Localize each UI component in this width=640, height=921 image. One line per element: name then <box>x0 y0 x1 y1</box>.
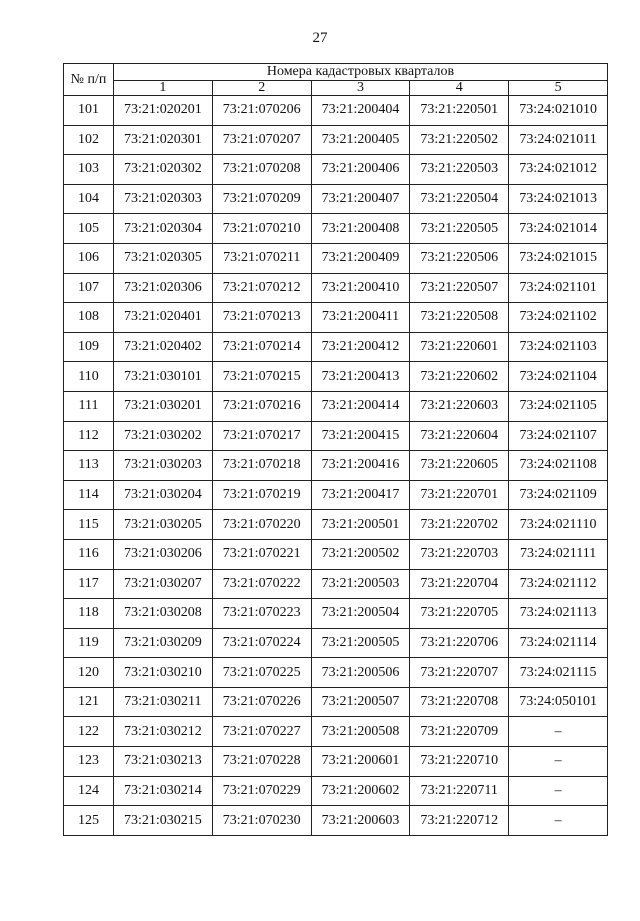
cadastral-number-cell: 73:21:200506 <box>311 658 410 688</box>
cadastral-number-cell: 73:21:020201 <box>114 96 213 126</box>
cadastral-number-cell: 73:24:021105 <box>509 391 608 421</box>
cadastral-number-cell: 73:21:200408 <box>311 214 410 244</box>
cadastral-number-cell: 73:21:220711 <box>410 776 509 806</box>
table-row <box>64 273 608 303</box>
cadastral-number-cell: 73:21:200417 <box>311 480 410 510</box>
cadastral-number-cell: 73:24:021115 <box>509 658 608 688</box>
cadastral-number-cell: 73:21:200602 <box>311 776 410 806</box>
cadastral-number-cell: 73:21:220502 <box>410 125 509 155</box>
cadastral-number-cell: 73:24:021104 <box>509 362 608 392</box>
row-number-cell: 110 <box>64 362 114 392</box>
cadastral-number-cell: 73:21:220707 <box>410 658 509 688</box>
cadastral-number-cell: 73:24:021107 <box>509 421 608 451</box>
cadastral-number-cell: 73:21:220503 <box>410 155 509 185</box>
table-row <box>64 155 608 185</box>
cadastral-number-cell: 73:21:220501 <box>410 96 509 126</box>
table-row <box>64 717 608 747</box>
cadastral-number-cell: 73:24:021110 <box>509 510 608 540</box>
cadastral-number-cell: 73:21:070224 <box>212 628 311 658</box>
header-row-group <box>64 64 608 81</box>
header-row-column-numbers <box>64 81 608 96</box>
cadastral-number-cell: 73:24:021113 <box>509 599 608 629</box>
cadastral-number-cell: 73:21:030101 <box>114 362 213 392</box>
table-row <box>64 184 608 214</box>
cadastral-number-cell: 73:21:220706 <box>410 628 509 658</box>
cadastral-quarters-table <box>63 63 608 836</box>
row-number-cell: 124 <box>64 776 114 806</box>
cadastral-number-cell: 73:21:030211 <box>114 687 213 717</box>
cadastral-number-cell: 73:21:070228 <box>212 747 311 777</box>
cadastral-number-cell: 73:21:020303 <box>114 184 213 214</box>
table-header <box>64 64 608 96</box>
cadastral-number-cell: 73:21:020304 <box>114 214 213 244</box>
table-row <box>64 451 608 481</box>
row-number-cell: 115 <box>64 510 114 540</box>
table-row <box>64 599 608 629</box>
cadastral-number-cell: 73:21:200415 <box>311 421 410 451</box>
cadastral-number-cell: 73:21:200601 <box>311 747 410 777</box>
cadastral-number-cell: 73:24:021010 <box>509 96 608 126</box>
cadastral-number-cell: 73:21:220603 <box>410 391 509 421</box>
cadastral-number-cell: 73:21:070214 <box>212 332 311 362</box>
cadastral-number-cell: 73:21:030203 <box>114 451 213 481</box>
cadastral-number-cell: 73:21:070222 <box>212 569 311 599</box>
row-number-cell: 101 <box>64 96 114 126</box>
cadastral-number-cell: 73:21:020302 <box>114 155 213 185</box>
table-row <box>64 747 608 777</box>
cadastral-number-cell: 73:24:021015 <box>509 243 608 273</box>
cadastral-number-cell: 73:21:030201 <box>114 391 213 421</box>
cadastral-number-cell: 73:21:030204 <box>114 480 213 510</box>
table-row <box>64 539 608 569</box>
cadastral-number-cell: 73:21:200411 <box>311 303 410 333</box>
cadastral-number-cell: 73:21:200501 <box>311 510 410 540</box>
row-number-cell: 116 <box>64 539 114 569</box>
column-number-header: 3 <box>311 81 410 96</box>
cadastral-number-cell: 73:21:070219 <box>212 480 311 510</box>
table-row <box>64 332 608 362</box>
column-number-header: 5 <box>509 81 608 96</box>
cadastral-number-cell: 73:21:070209 <box>212 184 311 214</box>
cadastral-number-cell: 73:21:020402 <box>114 332 213 362</box>
table-row <box>64 303 608 333</box>
row-number-cell: 107 <box>64 273 114 303</box>
table-row <box>64 510 608 540</box>
cadastral-number-cell: 73:21:200505 <box>311 628 410 658</box>
table-row <box>64 96 608 126</box>
row-number-cell: 104 <box>64 184 114 214</box>
row-number-cell: 106 <box>64 243 114 273</box>
row-number-cell: 112 <box>64 421 114 451</box>
cadastral-number-cell: 73:21:030206 <box>114 539 213 569</box>
cadastral-number-cell: 73:21:070207 <box>212 125 311 155</box>
cadastral-number-cell: 73:21:020401 <box>114 303 213 333</box>
cadastral-number-cell: 73:21:070225 <box>212 658 311 688</box>
cadastral-number-cell: 73:21:070227 <box>212 717 311 747</box>
cadastral-number-cell: 73:21:070226 <box>212 687 311 717</box>
cadastral-number-cell: 73:21:030213 <box>114 747 213 777</box>
cadastral-number-cell: 73:21:070218 <box>212 451 311 481</box>
table-row <box>64 125 608 155</box>
cadastral-number-cell: 73:24:021103 <box>509 332 608 362</box>
column-number-header: 1 <box>114 81 213 96</box>
cadastral-number-cell: 73:21:070217 <box>212 421 311 451</box>
table-row <box>64 421 608 451</box>
cadastral-number-cell: – <box>509 717 608 747</box>
cadastral-number-cell: 73:24:021114 <box>509 628 608 658</box>
cadastral-number-cell: 73:21:020305 <box>114 243 213 273</box>
table-row <box>64 776 608 806</box>
cadastral-number-cell: 73:21:070216 <box>212 391 311 421</box>
cadastral-number-cell: 73:21:200413 <box>311 362 410 392</box>
row-number-cell: 121 <box>64 687 114 717</box>
cadastral-number-cell: 73:21:070213 <box>212 303 311 333</box>
cadastral-number-cell: 73:24:021011 <box>509 125 608 155</box>
cadastral-number-cell: 73:21:220709 <box>410 717 509 747</box>
cadastral-number-cell: 73:21:220703 <box>410 539 509 569</box>
table-row <box>64 806 608 836</box>
cadastral-number-cell: 73:21:200412 <box>311 332 410 362</box>
column-number-header: 4 <box>410 81 509 96</box>
cadastral-number-cell: 73:21:220710 <box>410 747 509 777</box>
cadastral-number-cell: 73:24:021111 <box>509 539 608 569</box>
cadastral-number-cell: 73:21:220508 <box>410 303 509 333</box>
cadastral-number-cell: 73:24:021101 <box>509 273 608 303</box>
cadastral-number-cell: 73:21:200405 <box>311 125 410 155</box>
cadastral-number-cell: 73:21:220708 <box>410 687 509 717</box>
cadastral-number-cell: 73:21:030215 <box>114 806 213 836</box>
cadastral-number-cell: 73:21:220705 <box>410 599 509 629</box>
table-row <box>64 362 608 392</box>
cadastral-number-cell: 73:21:200508 <box>311 717 410 747</box>
cadastral-number-cell: 73:21:220701 <box>410 480 509 510</box>
table-row <box>64 628 608 658</box>
cadastral-number-cell: 73:21:020306 <box>114 273 213 303</box>
row-number-cell: 125 <box>64 806 114 836</box>
row-number-cell: 108 <box>64 303 114 333</box>
row-number-cell: 119 <box>64 628 114 658</box>
row-number-cell: 122 <box>64 717 114 747</box>
cadastral-number-cell: 73:21:030208 <box>114 599 213 629</box>
cadastral-number-cell: 73:21:030210 <box>114 658 213 688</box>
table-row <box>64 658 608 688</box>
cadastral-number-cell: 73:21:220704 <box>410 569 509 599</box>
cadastral-number-cell: – <box>509 747 608 777</box>
cadastral-number-cell: 73:21:220506 <box>410 243 509 273</box>
cadastral-number-cell: 73:21:070215 <box>212 362 311 392</box>
cadastral-number-cell: 73:24:050101 <box>509 687 608 717</box>
cadastral-number-cell: 73:24:021102 <box>509 303 608 333</box>
cadastral-number-cell: 73:21:200416 <box>311 451 410 481</box>
cadastral-number-cell: 73:21:070230 <box>212 806 311 836</box>
cadastral-number-cell: 73:21:220712 <box>410 806 509 836</box>
cadastral-number-cell: 73:21:030214 <box>114 776 213 806</box>
table-row <box>64 243 608 273</box>
cadastral-number-cell: – <box>509 776 608 806</box>
cadastral-number-cell: 73:24:021108 <box>509 451 608 481</box>
row-number-cell: 117 <box>64 569 114 599</box>
cadastral-number-cell: 73:21:030202 <box>114 421 213 451</box>
cadastral-number-cell: 73:21:220507 <box>410 273 509 303</box>
table-row <box>64 569 608 599</box>
row-number-cell: 105 <box>64 214 114 244</box>
row-number-cell: 120 <box>64 658 114 688</box>
table-row <box>64 391 608 421</box>
cadastral-number-cell: 73:21:070212 <box>212 273 311 303</box>
cadastral-number-cell: 73:21:030207 <box>114 569 213 599</box>
cadastral-number-cell: 73:21:200504 <box>311 599 410 629</box>
row-number-cell: 123 <box>64 747 114 777</box>
cadastral-number-cell: 73:21:200407 <box>311 184 410 214</box>
cadastral-number-cell: 73:24:021112 <box>509 569 608 599</box>
row-number-cell: 111 <box>64 391 114 421</box>
cadastral-number-cell: 73:21:220605 <box>410 451 509 481</box>
row-number-cell: 113 <box>64 451 114 481</box>
cadastral-number-cell: 73:21:200502 <box>311 539 410 569</box>
cadastral-number-cell: 73:24:021012 <box>509 155 608 185</box>
row-number-header: № п/п <box>64 64 114 96</box>
cadastral-number-cell: 73:21:030209 <box>114 628 213 658</box>
cadastral-number-cell: 73:21:070229 <box>212 776 311 806</box>
cadastral-number-cell: 73:24:021014 <box>509 214 608 244</box>
cadastral-number-cell: 73:21:200409 <box>311 243 410 273</box>
row-number-cell: 118 <box>64 599 114 629</box>
cadastral-number-cell: 73:21:220604 <box>410 421 509 451</box>
cadastral-number-cell: 73:21:200410 <box>311 273 410 303</box>
cadastral-number-cell: 73:21:220505 <box>410 214 509 244</box>
column-number-header: 2 <box>212 81 311 96</box>
cadastral-number-cell: 73:21:070206 <box>212 96 311 126</box>
row-number-cell: 114 <box>64 480 114 510</box>
table-body <box>64 96 608 836</box>
row-number-cell: 109 <box>64 332 114 362</box>
cadastral-number-cell: 73:21:200406 <box>311 155 410 185</box>
cadastral-number-cell: 73:21:070208 <box>212 155 311 185</box>
cadastral-number-cell: 73:24:021109 <box>509 480 608 510</box>
cadastral-number-cell: 73:21:220504 <box>410 184 509 214</box>
cadastral-number-cell: 73:21:200603 <box>311 806 410 836</box>
cadastral-number-cell: 73:21:220601 <box>410 332 509 362</box>
row-number-cell: 103 <box>64 155 114 185</box>
cadastral-number-cell: 73:21:070221 <box>212 539 311 569</box>
cadastral-number-cell: 73:21:070220 <box>212 510 311 540</box>
cadastral-number-cell: 73:21:030205 <box>114 510 213 540</box>
cadastral-number-cell: 73:24:021013 <box>509 184 608 214</box>
cadastral-number-cell: 73:21:030212 <box>114 717 213 747</box>
cadastral-number-cell: 73:21:200507 <box>311 687 410 717</box>
cadastral-number-cell: 73:21:070210 <box>212 214 311 244</box>
row-number-cell: 102 <box>64 125 114 155</box>
cadastral-number-cell: 73:21:200404 <box>311 96 410 126</box>
cadastral-numbers-header: Номера кадастровых кварталов <box>114 64 608 81</box>
cadastral-number-cell: 73:21:070211 <box>212 243 311 273</box>
page-number: 27 <box>312 30 328 46</box>
cadastral-number-cell: 73:21:220602 <box>410 362 509 392</box>
cadastral-number-cell: 73:21:200414 <box>311 391 410 421</box>
table-row <box>64 214 608 244</box>
table-row <box>64 480 608 510</box>
cadastral-number-cell: – <box>509 806 608 836</box>
cadastral-number-cell: 73:21:070223 <box>212 599 311 629</box>
cadastral-number-cell: 73:21:220702 <box>410 510 509 540</box>
cadastral-number-cell: 73:21:200503 <box>311 569 410 599</box>
cadastral-number-cell: 73:21:020301 <box>114 125 213 155</box>
table-row <box>64 687 608 717</box>
